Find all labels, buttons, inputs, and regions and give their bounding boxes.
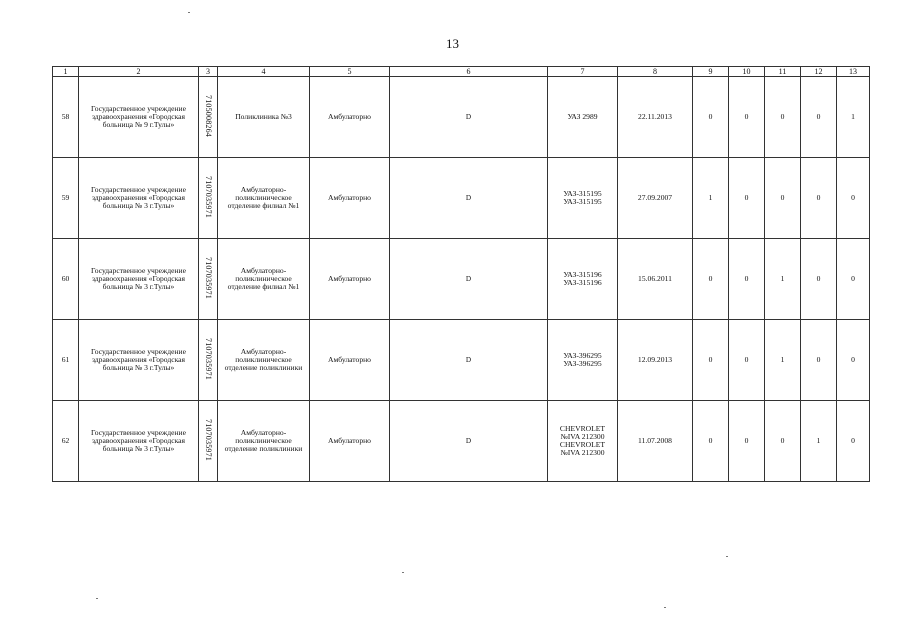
table-row xyxy=(53,239,870,320)
row-number: 58 xyxy=(53,77,79,158)
vehicle-purpose: D xyxy=(390,239,548,320)
column-number: 10 xyxy=(729,67,765,77)
institution-code: 7107035971 xyxy=(204,256,214,299)
institution-code: 7107035971 xyxy=(204,337,214,380)
row-number: 61 xyxy=(53,320,79,401)
vehicle-purpose: D xyxy=(390,158,548,239)
count-col-10: 0 xyxy=(729,158,765,239)
institution-code: 7105008264 xyxy=(204,94,214,137)
count-col-11: 0 xyxy=(765,158,801,239)
vehicle-model: УАЗ-315196 УАЗ-315196 xyxy=(548,239,618,320)
care-type: Амбулаторно xyxy=(310,239,390,320)
count-col-9: 0 xyxy=(693,401,729,482)
count-col-10: 0 xyxy=(729,77,765,158)
column-number-row xyxy=(53,67,870,77)
count-col-9: 0 xyxy=(693,320,729,401)
care-type: Амбулаторно xyxy=(310,158,390,239)
count-col-11: 0 xyxy=(765,401,801,482)
count-col-12: 0 xyxy=(801,239,837,320)
column-number: 7 xyxy=(548,67,618,77)
department-name: Амбулаторно-поликлиническое отделение поликлиники xyxy=(218,320,310,401)
column-number: 1 xyxy=(53,67,79,77)
row-number: 59 xyxy=(53,158,79,239)
count-col-12: 0 xyxy=(801,158,837,239)
count-col-13: 1 xyxy=(837,77,870,158)
vehicle-model: CHEVROLET №IVA 212300 CHEVROLET №IVA 212300 xyxy=(548,401,618,482)
table-row xyxy=(53,401,870,482)
column-number: 11 xyxy=(765,67,801,77)
institution-code-cell xyxy=(199,320,218,401)
table-row xyxy=(53,77,870,158)
row-number: 60 xyxy=(53,239,79,320)
department-name: Амбулаторно-поликлиническое отделение филиал №1 xyxy=(218,239,310,320)
vehicle-purpose: D xyxy=(390,77,548,158)
vehicle-purpose: D xyxy=(390,401,548,482)
institution-name: Государственное учреждение здравоохранения «Городская больница № 3 г.Тулы» xyxy=(79,158,199,239)
vehicle-table xyxy=(52,66,870,482)
count-col-13: 0 xyxy=(837,239,870,320)
count-col-9: 1 xyxy=(693,158,729,239)
count-col-10: 0 xyxy=(729,401,765,482)
department-name: Амбулаторно-поликлиническое отделение поликлиники xyxy=(218,401,310,482)
count-col-13: 0 xyxy=(837,320,870,401)
table-row xyxy=(53,320,870,401)
institution-code-cell xyxy=(199,239,218,320)
vehicle-model: УАЗ-315195 УАЗ-315195 xyxy=(548,158,618,239)
department-name: Амбулаторно-поликлиническое отделение филиал №1 xyxy=(218,158,310,239)
institution-code: 7107035971 xyxy=(204,418,214,461)
vehicle-purpose: D xyxy=(390,320,548,401)
care-type: Амбулаторно xyxy=(310,401,390,482)
registration-date: 15.06.2011 xyxy=(618,239,693,320)
scan-speck xyxy=(726,556,728,557)
count-col-13: 0 xyxy=(837,158,870,239)
institution-code-cell xyxy=(199,401,218,482)
registration-date: 12.09.2013 xyxy=(618,320,693,401)
table-row xyxy=(53,158,870,239)
care-type: Амбулаторно xyxy=(310,77,390,158)
scan-speck xyxy=(188,12,190,13)
count-col-11: 1 xyxy=(765,320,801,401)
column-number: 9 xyxy=(693,67,729,77)
column-number: 12 xyxy=(801,67,837,77)
registration-date: 22.11.2013 xyxy=(618,77,693,158)
count-col-11: 0 xyxy=(765,77,801,158)
count-col-9: 0 xyxy=(693,77,729,158)
count-col-11: 1 xyxy=(765,239,801,320)
count-col-12: 0 xyxy=(801,320,837,401)
row-number: 62 xyxy=(53,401,79,482)
count-col-12: 0 xyxy=(801,77,837,158)
count-col-12: 1 xyxy=(801,401,837,482)
count-col-13: 0 xyxy=(837,401,870,482)
registration-date: 11.07.2008 xyxy=(618,401,693,482)
institution-code: 7107035971 xyxy=(204,175,214,218)
column-number: 2 xyxy=(79,67,199,77)
column-number: 6 xyxy=(390,67,548,77)
scan-speck xyxy=(402,572,404,573)
column-number: 13 xyxy=(837,67,870,77)
institution-name: Государственное учреждение здравоохранения «Городская больница № 3 г.Тулы» xyxy=(79,320,199,401)
column-number: 3 xyxy=(199,67,218,77)
count-col-10: 0 xyxy=(729,239,765,320)
institution-name: Государственное учреждение здравоохранения «Городская больница № 9 г.Тулы» xyxy=(79,77,199,158)
column-number: 4 xyxy=(218,67,310,77)
department-name: Поликлиника №3 xyxy=(218,77,310,158)
count-col-10: 0 xyxy=(729,320,765,401)
count-col-9: 0 xyxy=(693,239,729,320)
institution-name: Государственное учреждение здравоохранения «Городская больница № 3 г.Тулы» xyxy=(79,401,199,482)
scan-speck xyxy=(96,598,98,599)
scan-speck xyxy=(664,607,666,608)
institution-code-cell xyxy=(199,77,218,158)
registration-date: 27.09.2007 xyxy=(618,158,693,239)
institution-code-cell xyxy=(199,158,218,239)
vehicle-model: УАЗ-396295 УАЗ-396295 xyxy=(548,320,618,401)
care-type: Амбулаторно xyxy=(310,320,390,401)
column-number: 8 xyxy=(618,67,693,77)
vehicle-model: УАЗ 2989 xyxy=(548,77,618,158)
page-number: 13 xyxy=(446,36,459,51)
column-number: 5 xyxy=(310,67,390,77)
institution-name: Государственное учреждение здравоохранения «Городская больница № 3 г.Тулы» xyxy=(79,239,199,320)
